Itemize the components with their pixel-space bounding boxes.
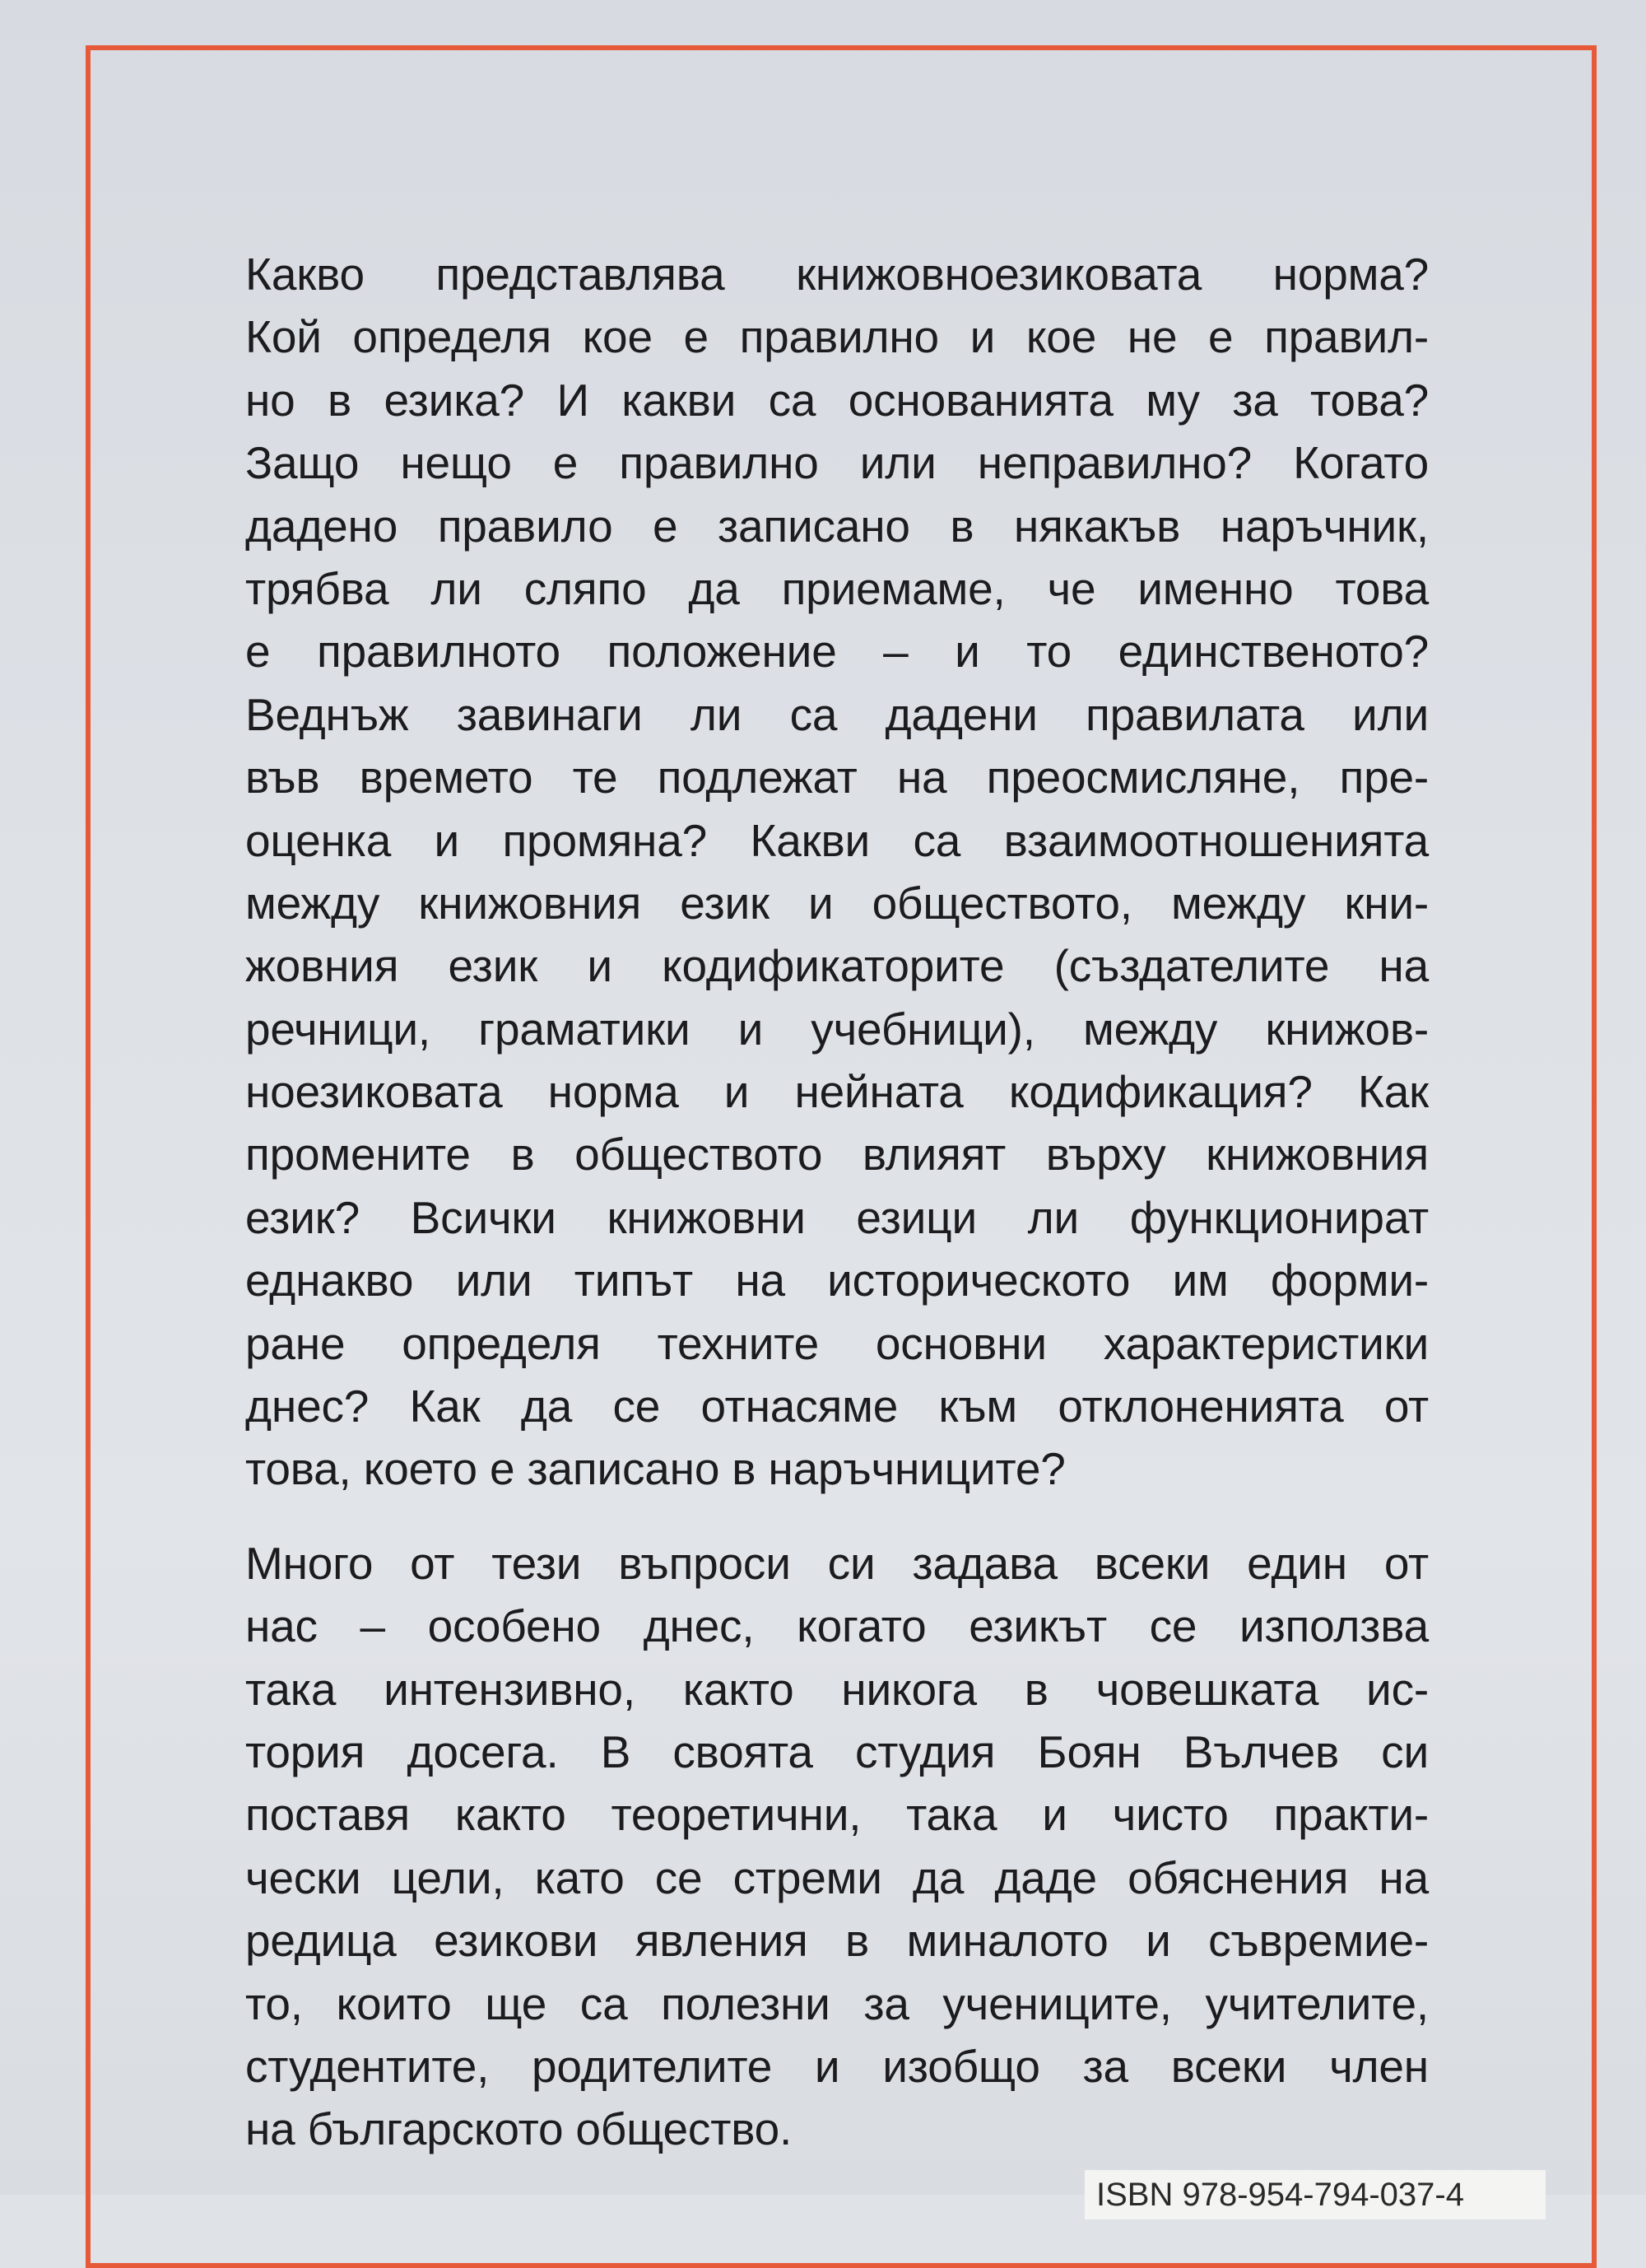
paragraph-2 (245, 1532, 1429, 2161)
text-line: трябва ли сляпо да приемаме, че именно това (245, 562, 1429, 614)
text-line: речници, граматики и учебници), между книжов- (245, 1003, 1429, 1055)
text-line: тория досега. В своята студия Боян Вълчев си (245, 1725, 1429, 1777)
text-line: Много от тези въпроси си задава всеки един от (245, 1537, 1429, 1589)
text-line: еднакво или типът на историческото им форми- (245, 1255, 1429, 1306)
text-line: промените в обществото влияят върху книжовния (245, 1129, 1429, 1181)
text-line: редица езикови явления в миналото и съвремие- (245, 1915, 1429, 1967)
paragraph-spacer (245, 1501, 1429, 1532)
text-line: така интензивно, както никога в човешката ис- (245, 1663, 1429, 1715)
text-line: поставя както теоретични, така и чисто практи- (245, 1789, 1429, 1841)
text-line: то, които ще са полезни за учениците, учителите, (245, 1977, 1429, 2029)
text-line: език? Всички книжовни езици ли функционират (245, 1191, 1429, 1243)
text-line: но в езика? И какви са основанията му за това? (245, 374, 1429, 426)
text-line: Кой определя кое е правилно и кое не е правил- (245, 311, 1429, 363)
text-line: оценка и промяна? Какви са взаимоотношенията (245, 814, 1429, 866)
text-line: нас – особено днес, когато езикът се използва (245, 1600, 1429, 1652)
text-line: дадено правило е записано в някакъв наръчник, (245, 500, 1429, 552)
text-line: това, което е записано в наръчниците? (245, 1443, 1066, 1495)
paragraph-1 (245, 243, 1429, 1501)
blurb-text (245, 243, 1429, 2161)
text-line: Какво представлява книжовноезиковата норма? (245, 249, 1429, 300)
text-line: Защо нещо е правилно или неправилно? Когато (245, 437, 1429, 489)
text-line: студентите, родителите и изобщо за всеки член (245, 2040, 1429, 2092)
isbn-label: ISBN 978-954-794-037-4 (1085, 2170, 1546, 2219)
text-line: днес? Как да се отнасяме към отклоненията от (245, 1381, 1429, 1432)
text-line: жовния език и кодификаторите (създателите на (245, 940, 1429, 992)
text-line: ране определя техните основни характеристики (245, 1317, 1429, 1369)
text-line: във времето те подлежат на преосмисляне, пре- (245, 752, 1429, 803)
text-line: е правилното положение – и то единственото? (245, 626, 1429, 678)
text-line: Веднъж завинаги ли са дадени правилата или (245, 688, 1429, 740)
text-line: между книжовния език и обществото, между кни- (245, 877, 1429, 929)
text-line: ноезиковата норма и нейната кодификация? Как (245, 1066, 1429, 1118)
text-line: чески цели, като се стреми да даде обяснения на (245, 1851, 1429, 1903)
text-line: на българското общество. (245, 2103, 793, 2155)
